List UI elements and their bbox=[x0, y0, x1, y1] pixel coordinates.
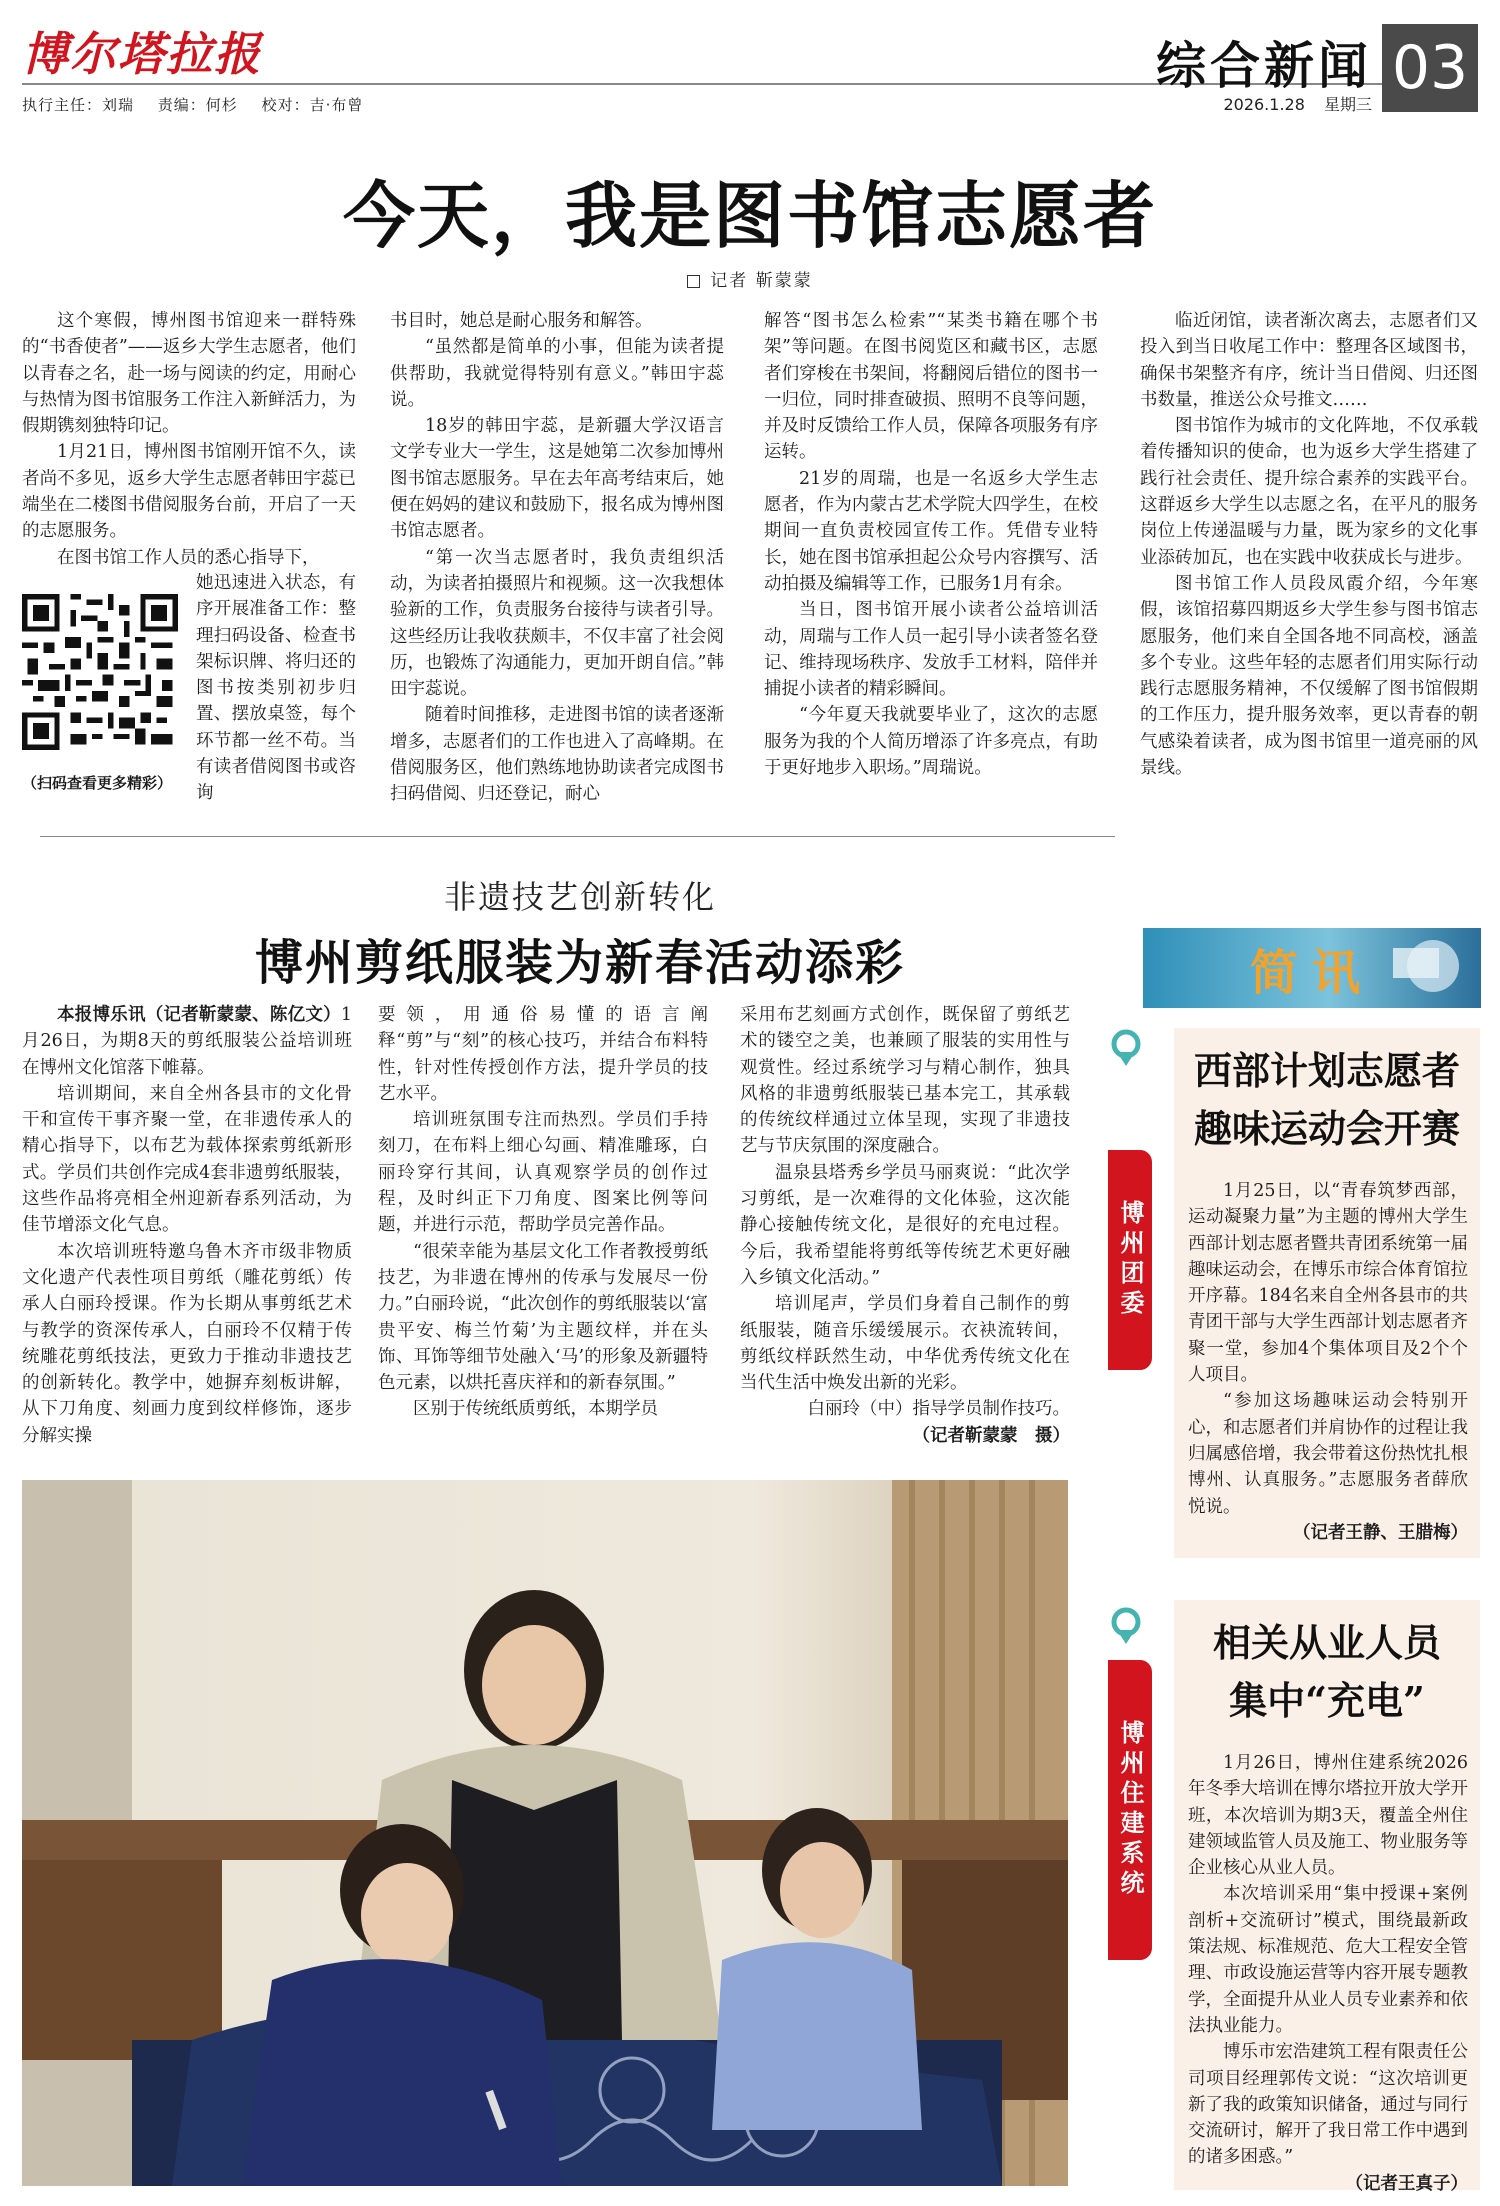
byline-box-icon bbox=[687, 275, 700, 288]
brief2-credit: （记者王真子） bbox=[1345, 2173, 1468, 2194]
brief1-title-line1: 西部计划志愿者 bbox=[1193, 1048, 1460, 1093]
staff-editor: 责编：何杉 bbox=[157, 96, 238, 114]
article2-column-3 bbox=[740, 1002, 1070, 1449]
qr-code-icon[interactable] bbox=[22, 594, 178, 750]
staff-proofreader: 校对：吉·布曾 bbox=[261, 96, 364, 114]
paragraph: 培训尾声，学员们身着自己制作的剪纸服装，随音乐缓缓展示。衣袂流转间，剪纸纹样跃然生动，中华优秀传统文化在当代生活中焕发出新的光彩。 bbox=[740, 1294, 1070, 1394]
paragraph: 培训期间，来自全州各县市的文化骨干和宣传干事齐聚一堂，在非遗传承人的精心指导下，以布艺为载体探索剪纸新形式。学员们共创作完成4套非遗剪纸服装，这些作品将亮相全州迎新春系列活动，为佳节增添文化气息。 bbox=[22, 1083, 352, 1236]
tag-text: 博州团委 bbox=[1116, 1200, 1144, 1320]
briefs-banner-title: 简讯 bbox=[1249, 944, 1374, 1001]
staff-editor-in-charge: 执行主任：刘瑞 bbox=[22, 96, 135, 114]
photo-caption: 白丽玲（中）指导学员制作技巧。 bbox=[807, 1399, 1070, 1420]
lead-label: 本报博乐讯（记者靳蒙蒙、陈亿文） bbox=[57, 1005, 341, 1025]
brief1-tag bbox=[1108, 1150, 1152, 1370]
paragraph: 博乐市宏浩建筑工程有限责任公司项目经理郭传文说：“这次培训更新了我的政策知识储备，通过与同行交流研讨，解开了我日常工作中遇到的诸多困惑。” bbox=[1188, 2042, 1468, 2168]
newspaper-logo: 博尔塔拉报 bbox=[22, 27, 262, 81]
paragraph: 图书馆工作人员段凤霞介绍，今年寒假，该馆招募四期返乡大学生参与图书馆志愿服务，他们来自全国各地不同高校，涵盖多个专业。这些年轻的志愿者们用实际行动践行志愿服务精神，不仅缓解了图书馆假期的工作压力，提升服务效率，更以青春的朝气感染着读者，成为图书馆里一道亮丽的风景线。 bbox=[1140, 573, 1478, 779]
section-title: 综合新闻 bbox=[1156, 37, 1372, 95]
tag-text: 博州住建系统 bbox=[1116, 1720, 1144, 1900]
article1-column-4 bbox=[1140, 308, 1478, 781]
brief1-card bbox=[1174, 1028, 1480, 1558]
paragraph: 18岁的韩田宇蕊，是新疆大学汉语言文学专业大一学生，这是她第二次参加博州图书馆志愿服务。早在去年高考结束后，她便在妈妈的建议和鼓励下，报名成为博州图书馆志愿者。 bbox=[390, 416, 724, 542]
photo-credit: （记者靳蒙蒙 摄） bbox=[912, 1425, 1070, 1446]
brief2-title-line2: 集中“充电” bbox=[1229, 1678, 1425, 1723]
article1-column-2 bbox=[390, 308, 724, 808]
staff-credits bbox=[22, 94, 381, 115]
date-text: 2026.1.28 bbox=[1223, 95, 1305, 114]
article2-kicker: 非遗技艺创新转化 bbox=[443, 878, 716, 916]
paragraph: 图书馆作为城市的文化阵地，不仅承载着传播知识的使命，也为返乡大学生搭建了践行社会责任、提升综合素养的实践平台。这群返乡大学生以志愿之名，在平凡的服务岗位上传递温暖与力量，既为家乡的文化事业添砖加瓦，也在实践中收获成长与进步。 bbox=[1140, 416, 1478, 568]
paragraph bbox=[22, 1002, 352, 1081]
article2-column-1 bbox=[22, 1002, 352, 1449]
weekday-text: 星期三 bbox=[1323, 95, 1372, 114]
paragraph: 在图书馆工作人员的悉心指导下， bbox=[57, 547, 320, 568]
paragraph: 当日，图书馆开展小读者公益培训活动，周瑞与工作人员一起引导小读者签名登记、维持现场秩序、发放手工材料，陪伴并捕捉小读者的精彩瞬间。 bbox=[764, 600, 1098, 700]
brief1-credit: （记者王静、王腊梅） bbox=[1293, 1522, 1468, 1543]
article1-column-1 bbox=[22, 308, 356, 571]
paragraph: 解答“图书怎么检索”“某类书籍在哪个书架”等问题。在图书阅览区和藏书区，志愿者们穿梭在书架间，将翻阅后错位的图书一一归位，同时排查破损、照明不良等问题，并及时反馈给工作人员，保障各项服务有序运转。 bbox=[764, 311, 1098, 463]
paragraph: 1月25日，以“青春筑梦西部，运动凝聚力量”为主题的博州大学生西部计划志愿者暨共青团系统第一届趣味运动会，在博乐市综合体育馆拉开序幕。184名来自全州各县市的共青团干部与大学生西部计划志愿者齐聚一堂，参加4个集体项目及2个个人项目。 bbox=[1188, 1181, 1468, 1386]
paragraph: 1月21日，博州图书馆刚开馆不久，读者尚不多见，返乡大学生志愿者韩田宇蕊已端坐在二楼图书借阅服务台前，开启了一天的志愿服务。 bbox=[22, 442, 356, 542]
paragraph: 要领，用通俗易懂的语言阐释“剪”与“刻”的核心技巧，并结合布料特性，针对性传授创作方法，提升学员的技艺水平。 bbox=[378, 1005, 708, 1104]
paragraph: 本次培训采用“集中授课+案例剖析+交流研讨”模式，围绕最新政策法规、标准规范、危大工程安全管理、市政设施运营等内容开展专题教学，全面提升从业人员专业素养和依法执业能力。 bbox=[1188, 1884, 1468, 2036]
qr-caption: （扫码查看更多精彩） bbox=[22, 774, 173, 792]
brief2-card bbox=[1174, 1600, 1480, 2194]
article1-headline: 今天，我是图书馆志愿者 bbox=[342, 173, 1157, 258]
paragraph: 培训班氛围专注而热烈。学员们手持刻刀，在布料上细心勾画、精准雕琢，白丽玲穿行其间，认真观察学员的创作过程，及时纠正下刀角度、图案比例等问题，并进行示范，帮助学员完善作品。 bbox=[378, 1110, 708, 1236]
brief2-title-line1: 相关从业人员 bbox=[1212, 1620, 1441, 1665]
article1-byline bbox=[0, 266, 1500, 291]
brief2-tag bbox=[1108, 1660, 1152, 1960]
paragraph: 这个寒假，博州图书馆迎来一群特殊的“书香使者”——返乡大学生志愿者，他们以青春之名，赴一场与阅读的约定，用耐心与热情为图书馆服务工作注入新鲜活力，为假期镌刻独特印记。 bbox=[22, 311, 356, 437]
brief1-title-line2: 趣味运动会开赛 bbox=[1193, 1106, 1460, 1151]
paragraph: 1月26日，博州住建系统2026年冬季大培训在博尔塔拉开放大学开班，本次培训为期3天，覆盖全州住建领域监管人员及施工、物业服务等企业核心从业人员。 bbox=[1188, 1753, 1468, 1879]
paragraph: “虽然都是简单的小事，但能为读者提供帮助，我就觉得特别有意义。”韩田宇蕊说。 bbox=[390, 337, 724, 410]
byline-text: 记者 靳蒙蒙 bbox=[710, 271, 813, 291]
paragraph: 书目时，她总是耐心服务和解答。 bbox=[390, 311, 653, 331]
article1-column-1-wrap bbox=[196, 570, 356, 807]
paragraph: 她迅速进入状态，有序开展准备工作：整理扫码设备、检查书架标识牌、将归还的图书按类别初步归置、摆放桌签，每个环节都一丝不苟。当有读者借阅图书或咨询 bbox=[196, 573, 356, 804]
location-pin-icon bbox=[1106, 1606, 1146, 1646]
brief1-body bbox=[1188, 1178, 1468, 1546]
paragraph: 温泉县塔秀乡学员马丽爽说：“此次学习剪纸，是一次难得的文化体验，这次能静心接触传统文化，是很好的充电过程。今后，我希望能将剪纸等传统艺术更好融入乡镇文化活动。” bbox=[740, 1162, 1070, 1288]
paragraph: 随着时间推移，走进图书馆的读者逐渐增多，志愿者们的工作也进入了高峰期。在借阅服务区，他们熟练地协助读者完成图书扫码借阅、归还登记，耐心 bbox=[390, 705, 724, 805]
paragraph: 临近闭馆，读者渐次离去，志愿者们又投入到当日收尾工作中：整理各区域图书，确保书架整齐有序，统计当日借阅、归还图书数量，推送公众号推文…… bbox=[1140, 311, 1478, 410]
brief2-body bbox=[1188, 1750, 1468, 2197]
issue-date bbox=[1209, 92, 1372, 115]
paragraph: 区别于传统纸质剪纸，本期学员 bbox=[413, 1399, 658, 1420]
paragraph: “很荣幸能为基层文化工作者教授剪纸技艺，为非遗在博州的传承与发展尽一份力。”白丽玲说，“此次创作的剪纸服装以‘富贵平安、梅兰竹菊’为主题纹样，并在头饰、耳饰等细节处融入‘马’的形象及新疆特色元素，以烘托喜庆祥和的新春氛围。” bbox=[378, 1241, 708, 1394]
paragraph: “今年夏天我就要毕业了，这次的志愿服务为我的个人简历增添了许多亮点，有助于更好地步入职场。”周瑞说。 bbox=[764, 705, 1098, 779]
paragraph: 本次培训班特邀乌鲁木齐市级非物质文化遗产代表性项目剪纸（雕花剪纸）传承人白丽玲授课。作为长期从事剪纸艺术与教学的资深传承人，白丽玲不仅精于传统雕花剪纸技法，更致力于推动非遗技艺的创新转化。教学中，她摒弃刻板讲解，从下刀角度、刻画力度到纹样修饰，逐步分解实操 bbox=[22, 1241, 352, 1446]
section-divider bbox=[40, 836, 1115, 837]
article2-column-2 bbox=[378, 1002, 708, 1423]
paragraph: 采用布艺刻画方式创作，既保留了剪纸艺术的镂空之美，也兼顾了服装的实用性与观赏性。经过系统学习与精心制作，独具风格的非遗剪纸服装已基本完工，其承载的传统纹样通过立体呈现，实现了非遗技艺与节庆氛围的深度融合。 bbox=[740, 1005, 1070, 1157]
paragraph: “参加这场趣味运动会特别开心，和志愿者们并肩协作的过程让我归属感倍增，我会带着这份热忱扎根博州、认真服务。”志愿服务者薛欣悦说。 bbox=[1188, 1391, 1468, 1517]
page-number: 03 bbox=[1382, 24, 1478, 112]
paper-cutting-training-photo bbox=[22, 1480, 1068, 2186]
article2-headline: 博州剪纸服装为新春活动添彩 bbox=[254, 935, 905, 991]
paragraph: “第一次当志愿者时，我负责组织活动，为读者拍摄照片和视频。这一次我想体验新的工作，负责服务台接待与读者引导。这些经历让我收获颇丰，不仅丰富了社会阅历，也锻炼了沟通能力，更加开朗自信。”韩田宇蕊说。 bbox=[390, 547, 724, 700]
article1-column-3 bbox=[764, 308, 1098, 781]
paragraph: 21岁的周瑞，也是一名返乡大学生志愿者，作为内蒙古艺术学院大四学生，在校期间一直负责校园宣传工作。凭借专业特长，她在图书馆承担起公众号内容撰写、活动拍摄及编辑等工作，已服务1月有余。 bbox=[764, 468, 1098, 594]
location-pin-icon bbox=[1106, 1028, 1146, 1068]
lead-text: 1月26日，为期8天的剪纸服装公益培训班在博州文化馆落下帷幕。 bbox=[22, 1005, 352, 1078]
